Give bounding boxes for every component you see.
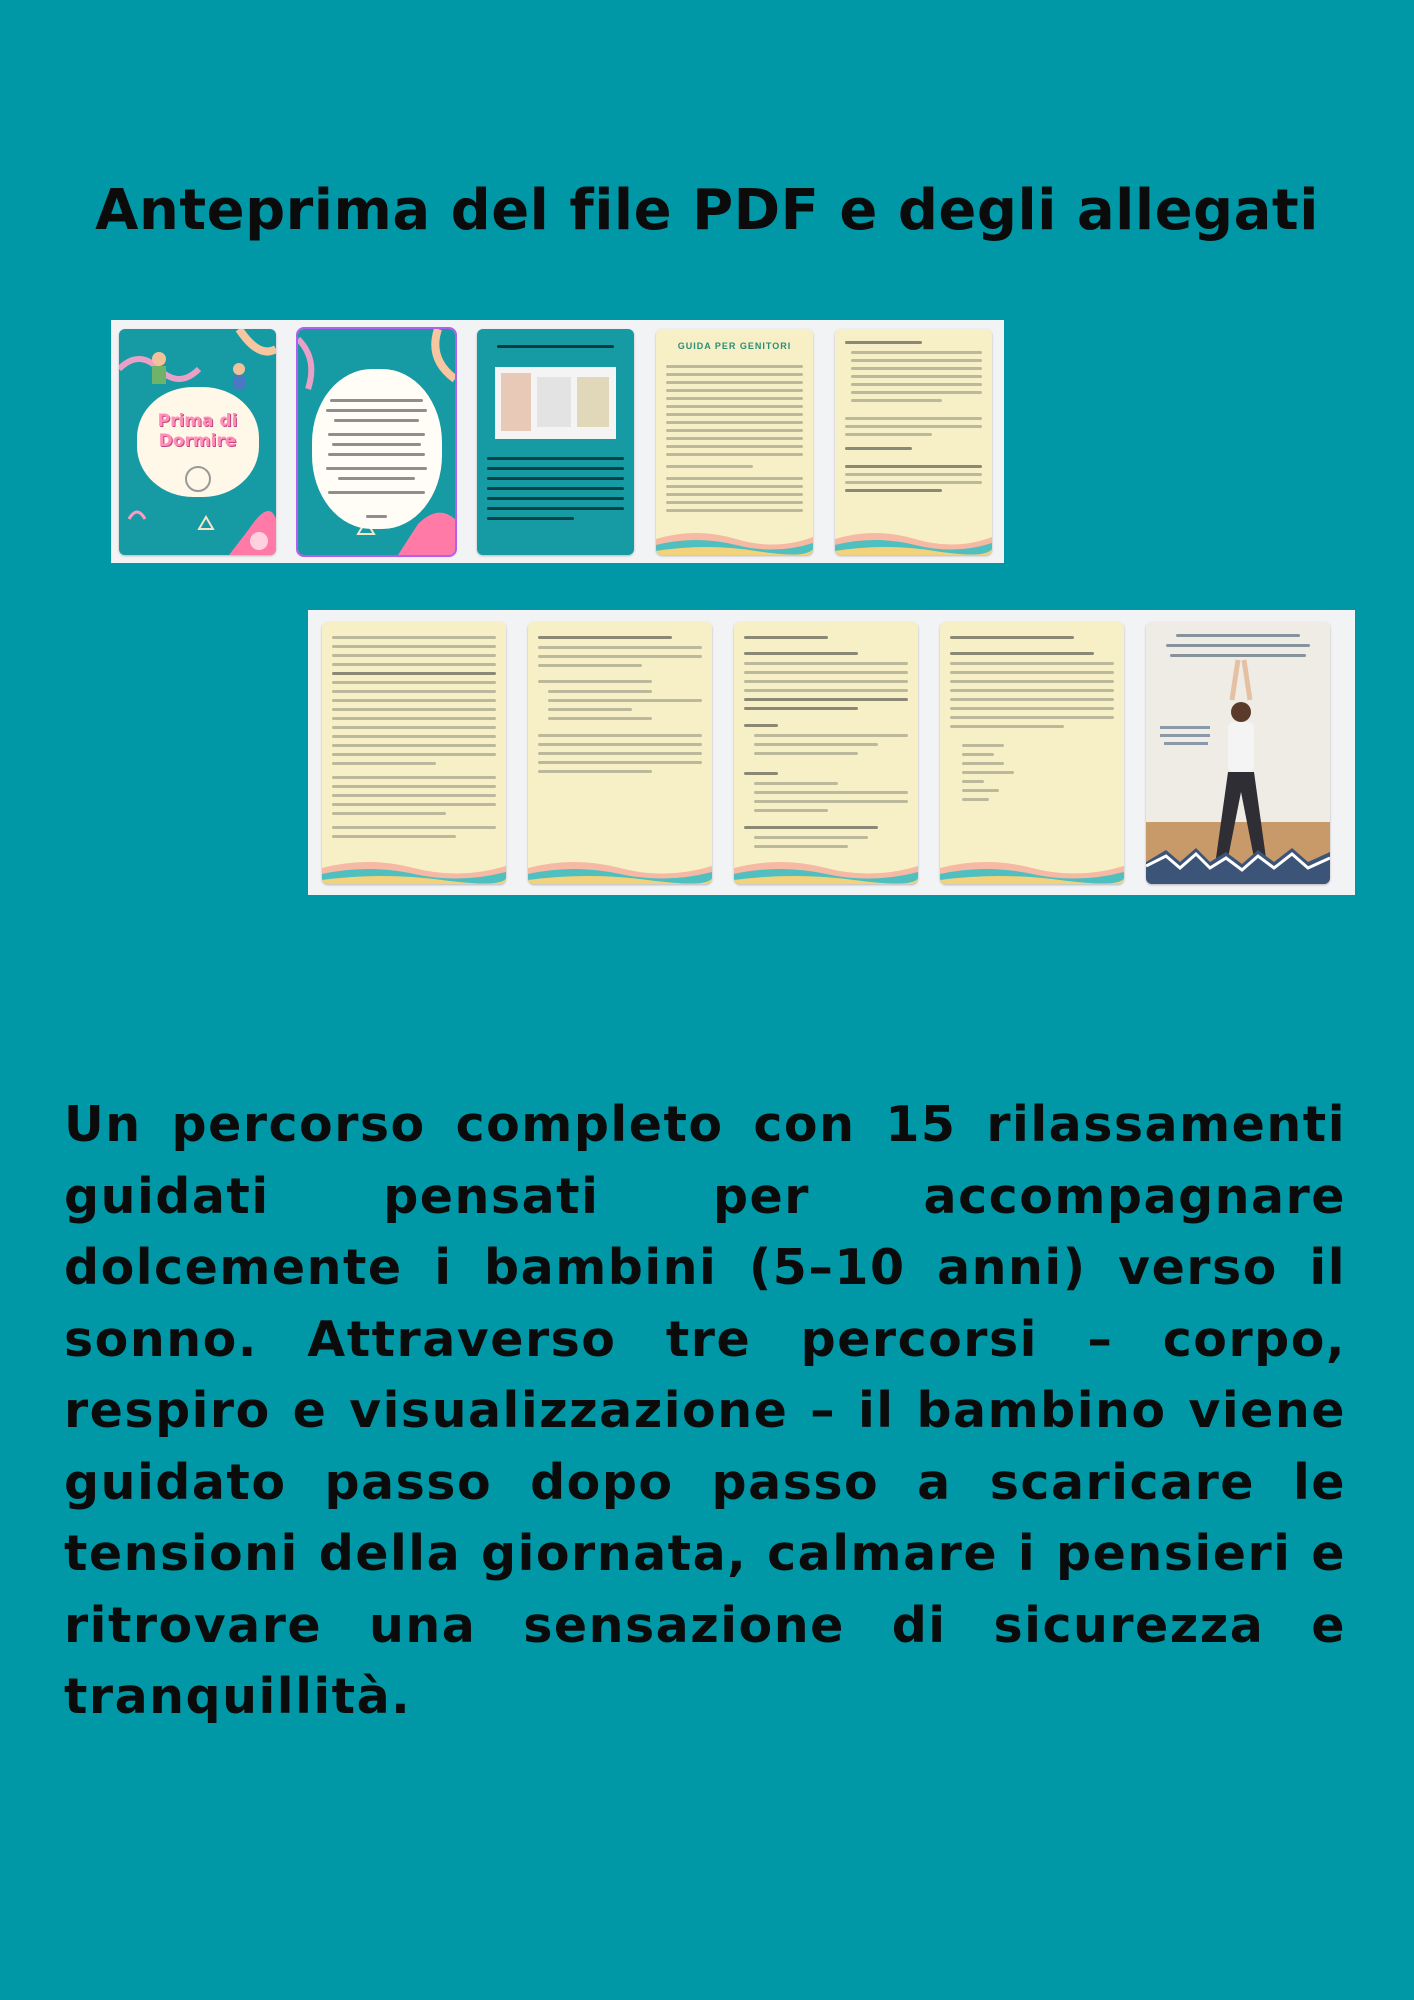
contents-cloud bbox=[312, 369, 442, 529]
wave-decoration bbox=[835, 527, 992, 555]
pdf-thumbnail-contents[interactable] bbox=[298, 329, 455, 555]
thumbnail-heading: GUIDA PER GENITORI bbox=[677, 340, 792, 351]
pdf-thumbnail-cover[interactable] bbox=[119, 329, 276, 555]
yoga-pose-photo bbox=[1146, 622, 1330, 884]
pdf-thumbnail-preview[interactable] bbox=[477, 329, 634, 555]
pdf-preview-strip-1 bbox=[111, 320, 1004, 563]
pdf-thumbnail-page-6[interactable] bbox=[940, 622, 1124, 884]
pdf-thumbnail-page-3[interactable] bbox=[322, 622, 506, 884]
pdf-thumbnail-page-2[interactable] bbox=[835, 329, 992, 555]
description-paragraph: Un percorso completo con 15 rilassamenti guidati pensati per accompagnare dolcemente i bambini (5–10 anni) verso il sonno. Attraverso tre percorsi – corpo, respiro e visualizzazione – il bambino viene guidato passo dopo passo a scaricare le tensioni della giornata, calmare i pensieri e ritrovare una sensazione di sicurezza e tranquillità. bbox=[64, 1096, 1346, 1725]
wave-decoration bbox=[322, 856, 506, 884]
cover-title: Prima di Dormire bbox=[157, 410, 238, 451]
pdf-thumbnail-guida[interactable] bbox=[656, 329, 813, 555]
pdf-thumbnail-page-4[interactable] bbox=[528, 622, 712, 884]
logo-icon bbox=[183, 464, 213, 494]
pdf-thumbnail-page-5[interactable] bbox=[734, 622, 918, 884]
page-title: Anteprima del file PDF e degli allegati bbox=[95, 177, 1319, 243]
wave-decoration bbox=[940, 856, 1124, 884]
pdf-preview-strip-2 bbox=[308, 610, 1355, 895]
wave-decoration bbox=[734, 856, 918, 884]
pdf-thumbnail-photo[interactable] bbox=[1146, 622, 1330, 884]
wave-decoration bbox=[528, 856, 712, 884]
preview-image bbox=[495, 367, 616, 439]
wave-decoration bbox=[656, 527, 813, 555]
